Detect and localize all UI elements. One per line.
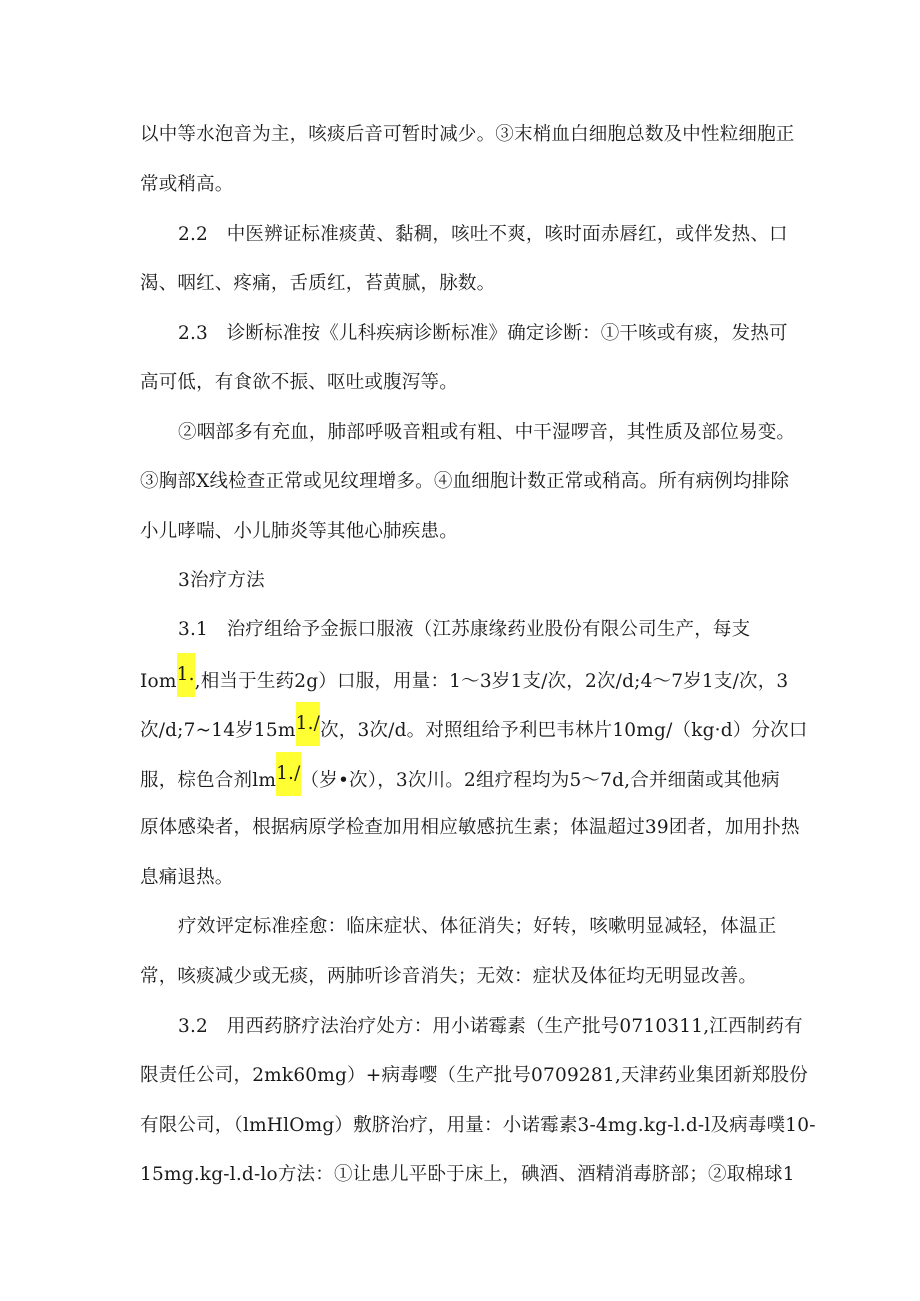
paragraph-line: 常，咳痰减少或无痰，两肺听诊音消失；无效：症状及体征均无明显改善。 bbox=[140, 966, 758, 987]
section-3-1-line: 3.1 治疗组给予金振口服液（江苏康缘药业股份有限公司生产，每支 bbox=[178, 619, 751, 640]
paragraph-line: 限责任公司，2mk60mg）+病毒嘤（生产批号0709281,天津药业集团新郑股份 bbox=[140, 1065, 808, 1086]
paragraph-line: 渴、咽红、疼痛，舌质红，苔黄腻，脉数。 bbox=[140, 273, 496, 294]
paragraph-line: ②咽部多有充血，肺部呼吸音粗或有粗、中干湿啰音，其性质及部位易变。 bbox=[178, 422, 796, 443]
paragraph-line: 15mg.kg-l.d-lo方法：①让患儿平卧于床上，碘酒、酒精消毒脐部；②取棉球1 bbox=[140, 1164, 795, 1185]
paragraph-line: 常或稍高。 bbox=[140, 174, 234, 195]
paragraph-line bbox=[140, 763, 780, 796]
paragraph-line: 有限公司，（lmHlOmg）敷脐治疗，用量：小诺霉素3-4mg.kg-l.d-l及病毒噗10- bbox=[140, 1115, 816, 1136]
efficacy-criteria-line: 疗效评定标准痊愈：临床症状、体征消失；好转，咳嗽明显减轻，体温正 bbox=[178, 916, 777, 937]
highlighted-text: 1./ bbox=[276, 752, 300, 796]
paragraph-line: 高可低，有食欲不振、呕吐或腹泻等。 bbox=[140, 372, 458, 393]
paragraph-line: 以中等水泡音为主，咳痰后音可暂时减少。③末梢血白细胞总数及中性粒细胞正 bbox=[140, 124, 795, 145]
highlighted-text: 1./ bbox=[296, 702, 320, 746]
paragraph-line: ③胸部X线检查正常或见纹理增多。④血细胞计数正常或稍高。所有病例均排除 bbox=[140, 471, 790, 492]
text-run: 次/d;7~14岁15m bbox=[140, 720, 296, 741]
paragraph-line bbox=[140, 713, 808, 746]
paragraph-line: 小儿哮喘、小儿肺炎等其他心肺疾患。 bbox=[140, 521, 458, 542]
highlighted-text: 1. bbox=[177, 653, 195, 697]
section-3-2-line: 3.2 用西药脐疗法治疗处方：用小诺霉素（生产批号0710311,江西制药有 bbox=[178, 1016, 803, 1037]
text-run: 服，棕色合剂lm bbox=[140, 770, 277, 791]
text-run: （岁•次），3次川。2组疗程均为5～7d,合并细菌或其他病 bbox=[300, 770, 780, 791]
text-run: Iom bbox=[140, 671, 177, 692]
paragraph-line: 原体感染者，根据病原学检查加用相应敏感抗生素；体温超过39团者，加用扑热 bbox=[140, 817, 800, 838]
text-run: ,相当于生药2g）口服，用量：1～3岁1支/次，2次/d;4～7岁1支/次，3 bbox=[194, 671, 789, 692]
section-2-3-line: 2.3 诊断标准按《儿科疾病诊断标准》确定诊断：①干咳或有痰，发热可 bbox=[178, 323, 788, 344]
text-run: 次，3次/d。对照组给予利巴韦林片10mg/（kg·d）分次口 bbox=[320, 720, 808, 741]
section-3-heading: 3治疗方法 bbox=[178, 570, 265, 591]
paragraph-line: 息痛退热。 bbox=[140, 867, 234, 888]
section-2-2-line: 2.2 中医辨证标准痰黄、黏稠，咳吐不爽，咳时面赤唇红，或伴发热、口 bbox=[178, 224, 788, 245]
paragraph-line bbox=[140, 664, 789, 697]
